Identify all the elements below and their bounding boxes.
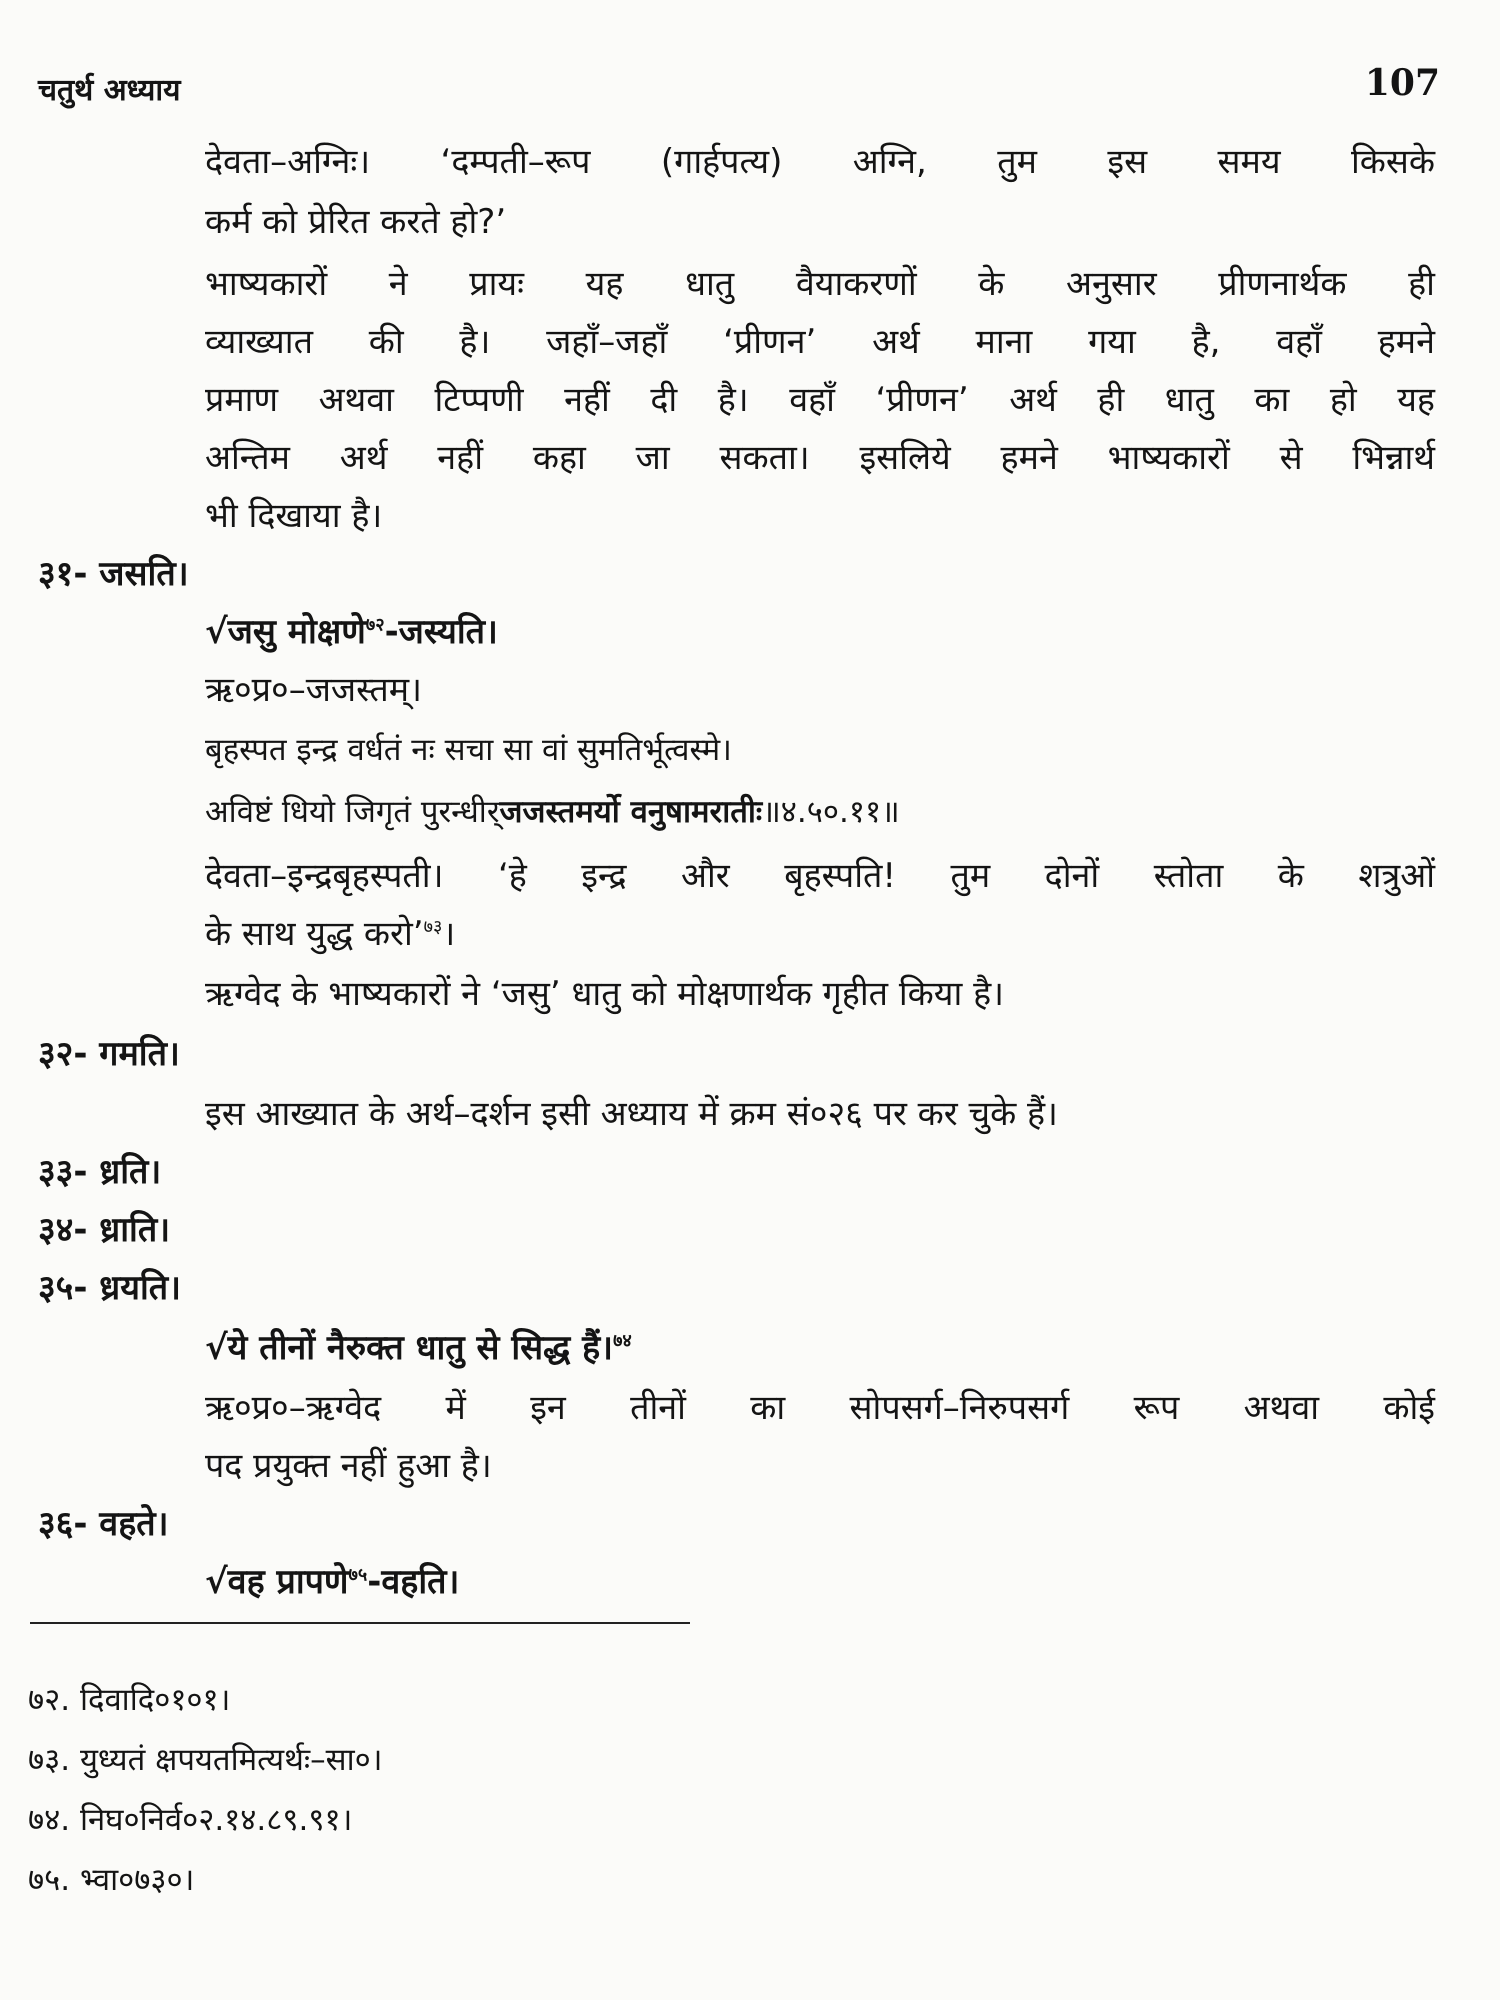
- footnote-72: ७२. दिवादि०१०१।: [28, 1682, 231, 1718]
- deity-line-2-text: के साथ युद्ध करो’: [205, 914, 424, 954]
- footnote-ref-72[interactable]: ७२: [365, 614, 385, 636]
- entry-31-deity-line-1: देवता–इन्द्रबृहस्पती। ‘हे इन्द्र और बृहस्पति! तुम दोनों स्तोता के शत्रुओं: [205, 856, 1435, 896]
- entry-31-note: ऋग्वेद के भाष्यकारों ने ‘जसु’ धातु को मोक्षणार्थक गृहीत किया है।: [205, 974, 1005, 1014]
- entry-31-deity-line-2: [205, 912, 455, 956]
- entry-32-text: इस आख्यात के अर्थ–दर्शन इसी अध्याय में क्रम सं०२६ पर कर चुके हैं।: [205, 1094, 1058, 1134]
- entry-35-root-text: √ये तीनों नैरुक्त धातु से सिद्ध हैं।: [205, 1328, 614, 1368]
- footnote-ref-73[interactable]: ७३: [423, 916, 443, 938]
- verse-2-part-a: अविष्टं धियो जिगृतं पुरन्धीर्: [205, 794, 500, 830]
- verse-2-part-b: जजस्तमर्यो वनुषामरातीः: [499, 794, 763, 830]
- footnote-75: ७५. भ्वा०७३०।: [28, 1862, 195, 1898]
- entry-36-root: [205, 1560, 459, 1604]
- entry-31-verse-2: [205, 790, 900, 834]
- page-number: 107: [1364, 62, 1440, 104]
- intro-line-2: कर्म को प्रेरित करते हो?’: [205, 202, 507, 242]
- entry-31-root-tail: -जस्यति।: [384, 612, 498, 652]
- intro-line-3: भाष्यकारों ने प्रायः यह धातु वैयाकरणों के अनुसार प्रीणनार्थक ही: [205, 264, 1435, 304]
- entry-32-heading: ३२- गमति।: [38, 1034, 180, 1074]
- footnote-ref-75[interactable]: ७५: [348, 1564, 368, 1586]
- entry-35-root: [205, 1326, 632, 1370]
- footnote-74: ७४. निघ०निर्व०२.१४.८९.९१।: [28, 1802, 353, 1838]
- entry-36-heading: ३६- वहते।: [38, 1504, 169, 1544]
- intro-line-4: व्याख्यात की है। जहाँ–जहाँ ‘प्रीणन’ अर्थ माना गया है, वहाँ हमने: [205, 322, 1435, 362]
- entry-36-root-tail: -वहति।: [367, 1562, 460, 1602]
- deity-line-2-tail: ।: [442, 914, 456, 954]
- entry-31-root-text: √जसु मोक्षणे: [205, 612, 366, 652]
- entry-31-heading: ३१- जसति।: [38, 554, 189, 594]
- entry-35-rp-line-2: पद प्रयुक्त नहीं हुआ है।: [205, 1446, 492, 1486]
- entry-35-heading: ३५- ध्रयति।: [38, 1268, 182, 1308]
- entry-34-heading: ३४- ध्राति।: [38, 1210, 171, 1250]
- entry-33-heading: ३३- ध्रति।: [38, 1152, 162, 1192]
- intro-line-7: भी दिखाया है।: [205, 496, 383, 536]
- footnote-ref-74[interactable]: ७४: [613, 1330, 632, 1352]
- intro-line-6: अन्तिम अर्थ नहीं कहा जा सकता। इसलिये हमने भाष्यकारों से भिन्नार्थ: [205, 438, 1435, 478]
- verse-2-ref: ॥४.५०.११॥: [762, 794, 900, 830]
- entry-35-rp-line-1: ऋ०प्र०–ऋग्वेद में इन तीनों का सोपसर्ग–निरुपसर्ग रूप अथवा कोई: [205, 1388, 1435, 1428]
- entry-36-root-text: √वह प्रापणे: [205, 1562, 349, 1602]
- footnote-separator: [30, 1622, 690, 1624]
- entry-31-rp: ऋ०प्र०–जजस्तम्।: [205, 670, 422, 710]
- footnote-73: ७३. युध्यतं क्षपयतमित्यर्थः–सा०।: [28, 1742, 383, 1778]
- entry-31-root: [205, 610, 498, 654]
- entry-31-verse-1: बृहस्पत इन्द्र वर्धतं नः सचा सा वां सुमतिर्भूत्वस्मे।: [205, 732, 732, 768]
- intro-line-5: प्रमाण अथवा टिप्पणी नहीं दी है। वहाँ ‘प्रीणन’ अर्थ ही धातु का हो यह: [205, 380, 1435, 420]
- running-header-chapter: चतुर्थ अध्याय: [38, 73, 181, 108]
- intro-line-1: देवता–अग्निः। ‘दम्पती–रूप (गार्हपत्य) अग्नि, तुम इस समय किसके: [205, 142, 1435, 182]
